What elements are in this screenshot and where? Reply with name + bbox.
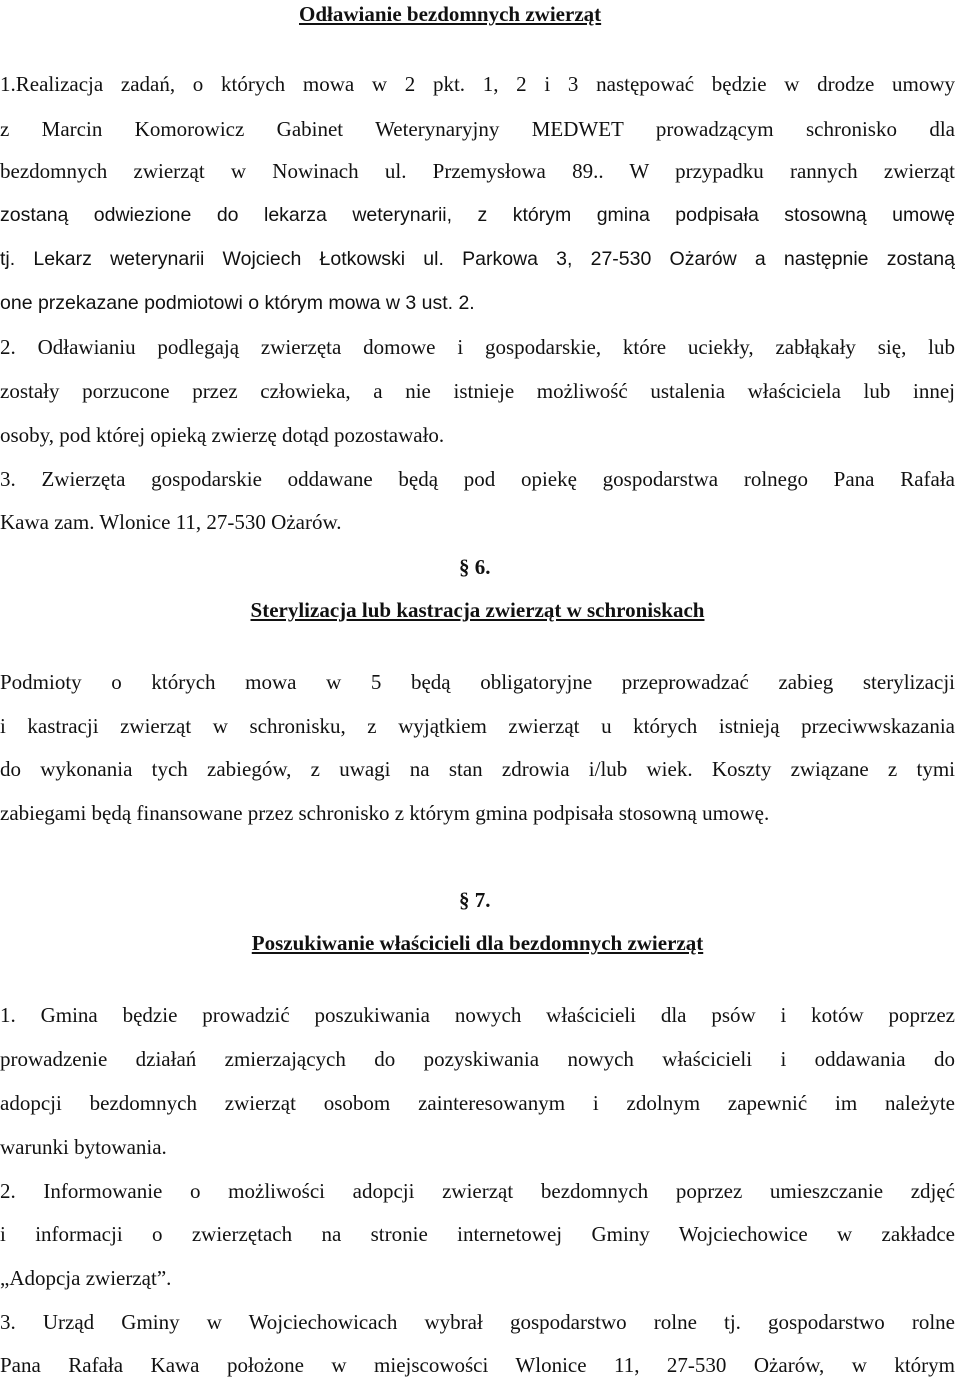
paragraph-line: 2. Odławianiu podlegają zwierzęta domowe i gospodarskie, które uciekły, zabłąkały się, lub bbox=[0, 335, 955, 359]
paragraph-line: one przekazane podmiotowi o którym mowa w 3 ust. 2. bbox=[0, 292, 475, 314]
section-6-number: 6. bbox=[474, 555, 491, 579]
paragraph-line: bezdomnych zwierząt w Nowinach ul. Przemysłowa 89.. W przypadku rannych zwierząt bbox=[0, 159, 955, 183]
paragraph-line: i kastracji zwierząt w schronisku, z wyjątkiem zwierząt u których istnieją przeciwwskazania bbox=[0, 714, 955, 738]
paragraph-line: „Adopcja zwierząt”. bbox=[0, 1266, 172, 1290]
paragraph-line: zabiegami będą finansowane przez schronisko z którym gmina podpisała stosowną umowę. bbox=[0, 801, 770, 825]
section-number bbox=[459, 555, 491, 579]
paragraph-line: zostaną odwiezione do lekarza weterynarii, z którym gmina podpisała stosowną umowę bbox=[0, 204, 955, 226]
section-7-number: 7. bbox=[474, 888, 491, 912]
paragraph-line: 1. Gmina będzie prowadzić poszukiwania nowych właścicieli dla psów i kotów poprzez bbox=[0, 1003, 955, 1027]
section-sign-icon: § bbox=[459, 888, 470, 912]
paragraph-line: i informacji o zwierzętach na stronie internetowej Gminy Wojciechowice w zakładce bbox=[0, 1222, 955, 1246]
paragraph-line: osoby, pod której opieką zwierzę dotąd pozostawało. bbox=[0, 423, 445, 447]
paragraph-line: Pana Rafała Kawa położone w miejscowości Wlonice 11, 27-530 Ożarów, w którym bbox=[0, 1353, 955, 1377]
section-sign-icon: § bbox=[459, 555, 470, 579]
paragraph-line: z Marcin Komorowicz Gabinet Weterynaryjny MEDWET prowadzącym schronisko dla bbox=[0, 117, 955, 141]
section-number bbox=[459, 888, 491, 912]
paragraph-line: zostały porzucone przez człowieka, a nie istnieje możliwość ustalenia właściciela lub innej bbox=[0, 379, 955, 403]
paragraph-line: 1.Realizacja zadań, o których mowa w 2 pkt. 1, 2 i 3 następować będzie w drodze umowy bbox=[0, 72, 955, 96]
paragraph-line: 3. Urząd Gminy w Wojciechowicach wybrał gospodarstwo rolne tj. gospodarstwo rolne bbox=[0, 1310, 955, 1334]
paragraph-line: tj. Lekarz weterynarii Wojciech Łotkowski ul. Parkowa 3, 27-530 Ożarów a następnie zostaną bbox=[0, 248, 955, 270]
paragraph-line: Podmioty o których mowa w 5 będą obligatoryjne przeprowadzać zabieg sterylizacji bbox=[0, 670, 955, 694]
paragraph-line: Kawa zam. Wlonice 11, 27-530 Ożarów. bbox=[0, 510, 342, 534]
paragraph-line: warunki bytowania. bbox=[0, 1135, 167, 1159]
paragraph-line: 2. Informowanie o możliwości adopcji zwierząt bezdomnych poprzez umieszczanie zdjęć bbox=[0, 1179, 955, 1203]
section-5-heading: Odławianie bezdomnych zwierząt bbox=[299, 2, 602, 26]
paragraph-line: 3. Zwierzęta gospodarskie oddawane będą pod opiekę gospodarstwa rolnego Pana Rafała bbox=[0, 467, 955, 491]
section-7-heading: Poszukiwanie właścicieli dla bezdomnych zwierząt bbox=[251, 931, 704, 955]
paragraph-line: do wykonania tych zabiegów, z uwagi na stan zdrowia i/lub wiek. Koszty związane z tymi bbox=[0, 757, 955, 781]
paragraph-line: prowadzenie działań zmierzających do pozyskiwania nowych właścicieli i oddawania do bbox=[0, 1047, 955, 1071]
section-6-heading: Sterylizacja lub kastracja zwierząt w schroniskach bbox=[250, 598, 705, 622]
paragraph-line: adopcji bezdomnych zwierząt osobom zainteresowanym i zdolnym zapewnić im należyte bbox=[0, 1091, 955, 1115]
